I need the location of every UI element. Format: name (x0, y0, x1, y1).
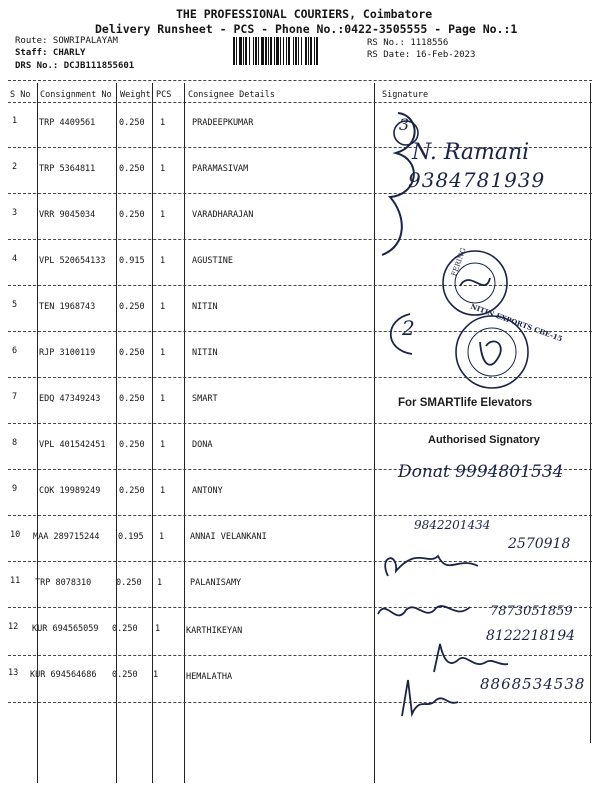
row-pcs: 1 (160, 394, 166, 404)
route-label: Route: SOWRIPALAYAM (15, 36, 118, 46)
row-pcs: 1 (160, 210, 166, 220)
row-consignment: VPL 520654133 (39, 256, 106, 266)
staff-label: Staff: CHARLY (15, 48, 86, 58)
row-sno: 10 (10, 530, 21, 540)
row-pcs: 1 (160, 440, 166, 450)
row-pcs: 1 (157, 578, 163, 588)
row-divider (8, 193, 592, 194)
column-header-sno: S No (10, 90, 31, 100)
row-pcs: 1 (160, 164, 166, 174)
column-header-pcs: PCS (156, 90, 172, 100)
smart-company-stamp: For SMARTlife Elevators (398, 397, 533, 409)
column-header-consignment: Consignment No (40, 90, 112, 100)
row-consignment: TRP 5364811 (39, 164, 96, 174)
row-consignee: KARTHIKEYAN (186, 626, 243, 636)
column-header-weight: Weight (120, 90, 151, 100)
rs-date: RS Date: 16-Feb-2023 (367, 50, 476, 60)
row-pcs: 1 (160, 348, 166, 358)
handwritten-sign-row8: Donat 9994801534 (398, 462, 564, 482)
row-pcs: 1 (160, 256, 166, 266)
smart-authorised-signatory: Authorised Signatory (428, 434, 540, 446)
row-sno: 3 (12, 208, 18, 218)
column-header-signature: Signature (382, 90, 429, 100)
row-consignee: PRADEEPKUMAR (192, 118, 254, 128)
row-consignment: VRR 9045034 (39, 210, 96, 220)
row-sno: 1 (12, 116, 18, 126)
row-sno: 2 (12, 162, 18, 172)
row-consignee: SMART (192, 394, 218, 404)
row-consignee: HEMALATHA (186, 672, 233, 682)
handwritten-name-row1: N. Ramani (412, 140, 530, 165)
header-rule-top (8, 80, 592, 81)
drs-number: DRS No.: DCJB111855601 (15, 61, 135, 71)
handwritten-mark-row5: 2 (402, 316, 415, 340)
row-pcs: 1 (160, 486, 166, 496)
fering-stamp-text: FERING (450, 246, 468, 278)
handwritten-sign-row12: 8122218194 (486, 628, 576, 644)
row-weight: 0.250 (112, 670, 138, 680)
row-divider (8, 561, 592, 562)
row-pcs: 1 (155, 624, 161, 634)
row-weight: 0.250 (116, 578, 142, 588)
row-weight: 0.250 (119, 440, 145, 450)
company-title: THE PROFESSIONAL COURIERS, Coimbatore (176, 7, 433, 21)
row-consignee: NITIN (192, 302, 218, 312)
row-pcs: 1 (160, 118, 166, 128)
row-consignee: PALANISAMY (190, 578, 242, 588)
row-consignment: TRP 4409561 (39, 118, 96, 128)
row-weight: 0.250 (119, 486, 145, 496)
signature-scribble-row13 (396, 676, 466, 726)
column-divider (184, 83, 185, 783)
handwritten-phone-row13: 8868534538 (480, 675, 586, 693)
row-consignment: COK 19989249 (39, 486, 101, 496)
header-rule-bottom (8, 102, 592, 103)
handwritten-sign-row11: 7873051859 (490, 604, 573, 619)
row-consignment: KUR 694564686 (30, 670, 97, 680)
handwritten-sign-row10: 9842201434 (414, 518, 491, 532)
row-consignment: KUR 694565059 (32, 624, 99, 634)
row-consignee: NITIN (192, 348, 218, 358)
row-pcs: 1 (160, 302, 166, 312)
row-consignment: VPL 401542451 (39, 440, 106, 450)
row-sno: 9 (12, 484, 18, 494)
row-weight: 0.250 (119, 210, 145, 220)
row-pcs: 1 (159, 532, 165, 542)
nitin-exports-stamp-text: NITIN EXPORTS CBE-15 (469, 301, 564, 344)
column-header-consignee: Consignee Details (188, 90, 275, 100)
row-sno: 8 (12, 438, 18, 448)
row-sno: 7 (12, 392, 18, 402)
row-consignee: ANTONY (192, 486, 223, 496)
row-sno: 11 (10, 576, 21, 586)
row-divider (8, 423, 592, 424)
row-weight: 0.250 (119, 302, 145, 312)
column-divider (590, 83, 591, 743)
handwritten-sign-row10-number: 2570918 (508, 536, 571, 552)
handwritten-phone-row1: 9384781939 (408, 168, 546, 192)
row-divider (8, 515, 592, 516)
row-divider (8, 239, 592, 240)
row-weight: 0.250 (119, 348, 145, 358)
row-weight: 0.195 (118, 532, 144, 542)
row-sno: 5 (12, 300, 18, 310)
row-consignee: AGUSTINE (192, 256, 233, 266)
row-weight: 0.250 (112, 624, 138, 634)
row-consignee: PARAMASIVAM (192, 164, 249, 174)
row-pcs: 1 (153, 670, 159, 680)
row-divider (8, 702, 592, 703)
rs-number: RS No.: 1118556 (367, 38, 449, 48)
signature-loop-row5 (382, 310, 422, 360)
runsheet-subtitle: Delivery Runsheet - PCS - Phone No.:0422-3505555 - Page No.:1 (95, 22, 518, 36)
row-weight: 0.250 (119, 394, 145, 404)
row-consignee: ANNAI VELANKANI (190, 532, 267, 542)
row-weight: 0.250 (119, 118, 145, 128)
row-consignment: RJP 3100119 (39, 348, 96, 358)
row-consignment: MAA 289715244 (33, 532, 100, 542)
row-consignment: TRP 8078310 (35, 578, 92, 588)
barcode-bar (318, 37, 319, 65)
row-weight: 0.250 (119, 164, 145, 174)
signature-scribble-row11 (376, 592, 496, 632)
handwritten-mark-row1: 3 (399, 115, 410, 134)
row-sno: 13 (8, 668, 19, 678)
row-consignment: TEN 1968743 (39, 302, 96, 312)
barcode (233, 37, 357, 65)
row-consignee: VARADHARAJAN (192, 210, 254, 220)
row-sno: 6 (12, 346, 18, 356)
row-consignment: EDQ 47349243 (39, 394, 101, 404)
row-consignee: DONA (192, 440, 213, 450)
row-sno: 4 (12, 254, 18, 264)
row-weight: 0.915 (119, 256, 145, 266)
signature-scribble-row10 (378, 536, 488, 596)
row-sno: 12 (8, 622, 19, 632)
